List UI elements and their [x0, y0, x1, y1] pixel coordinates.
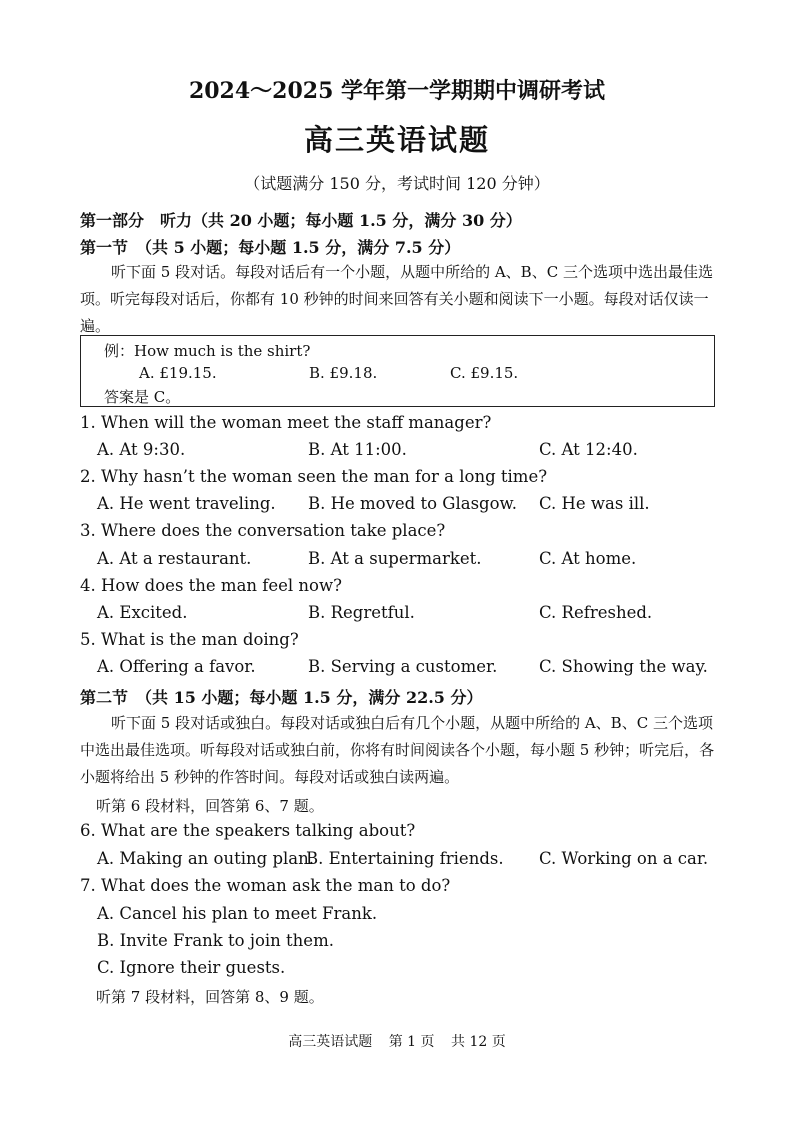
question-3: 3. Where does the conversation take place? — [80, 521, 446, 540]
part1-heading: 第一部分 听力（共 20 小题；每小题 1.5 分，满分 30 分） — [80, 211, 522, 230]
q4-option-c: C. Refreshed. — [539, 603, 653, 622]
q6-option-c: C. Working on a car. — [539, 849, 709, 868]
footer-label: 高三英语试题 — [288, 1034, 373, 1050]
q7-option-c: C. Ignore their guests. — [97, 958, 286, 977]
q1-option-a: A. At 9:30. — [97, 440, 186, 459]
q4-option-a: A. Excited. — [97, 603, 188, 622]
q2-option-a: A. He went traveling. — [97, 494, 276, 513]
example-option-b: B. £9.18. — [309, 364, 378, 382]
footer-page: 第 1 页 — [388, 1034, 435, 1050]
exam-info: （试题满分 150 分，考试时间 120 分钟） — [244, 174, 550, 193]
question-1: 1. When will the woman meet the staff manager? — [80, 413, 492, 432]
q6-option-a: A. Making an outing plan. — [97, 849, 315, 868]
q3-option-a: A. At a restaurant. — [97, 549, 252, 568]
page-footer — [0, 1031, 794, 1051]
material-7-note: 听第 7 段材料，回答第 8、9 题。 — [96, 988, 324, 1006]
exam-title: 2024～2025 学年第一学期期中调研考试 — [188, 78, 606, 104]
section1-heading: 第一节 （共 5 小题；每小题 1.5 分，满分 7.5 分） — [80, 238, 461, 257]
question-5: 5. What is the man doing? — [80, 630, 299, 649]
example-answer: 答案是 C。 — [104, 388, 181, 406]
footer-total: 共 12 页 — [451, 1034, 506, 1050]
q7-option-a: A. Cancel his plan to meet Frank. — [97, 904, 378, 923]
question-7: 7. What does the woman ask the man to do? — [80, 876, 451, 895]
example-question: 例：How much is the shirt? — [104, 342, 311, 360]
example-option-a: A. £19.15. — [139, 364, 217, 382]
q5-option-b: B. Serving a customer. — [308, 657, 498, 676]
question-4: 4. How does the man feel now? — [80, 576, 342, 595]
paper-title: 高三英语试题 — [303, 123, 490, 157]
q2-option-b: B. He moved to Glasgow. — [308, 494, 517, 513]
section1-instructions: 听下面 5 段对话。每段对话后有一个小题，从题中所给的 A、B、C 三个选项中选出最佳选项。听完每段对话后，你都有 10 秒钟的时间来回答有关小题和阅读下一小题。每段对话仅读一遍。 — [80, 263, 713, 335]
q3-option-b: B. At a supermarket. — [308, 549, 482, 568]
q5-option-a: A. Offering a favor. — [97, 657, 256, 676]
q7-option-b: B. Invite Frank to join them. — [97, 931, 334, 950]
section2-heading: 第二节 （共 15 小题；每小题 1.5 分，满分 22.5 分） — [80, 688, 483, 707]
q1-option-c: C. At 12:40. — [539, 440, 638, 459]
material-6-note: 听第 6 段材料，回答第 6、7 题。 — [96, 797, 324, 815]
question-2: 2. Why hasn’t the woman seen the man for a long time? — [80, 467, 548, 486]
q2-option-c: C. He was ill. — [539, 494, 650, 513]
question-6: 6. What are the speakers talking about? — [80, 821, 416, 840]
q4-option-b: B. Regretful. — [308, 603, 415, 622]
q6-option-b: B. Entertaining friends. — [306, 849, 504, 868]
q1-option-b: B. At 11:00. — [308, 440, 407, 459]
q5-option-c: C. Showing the way. — [539, 657, 708, 676]
section2-instructions: 听下面 5 段对话或独白。每段对话或独白后有几个小题，从题中所给的 A、B、C 三个选项中选出最佳选项。听每段对话或独白前，你将有时间阅读各个小题，每小题 5 秒钟；听完后，各小题将给出 5 秒钟的作答时间。每段对话或独白读两遍。 — [80, 714, 715, 786]
example-option-c: C. £9.15. — [450, 364, 519, 382]
q3-option-c: C. At home. — [539, 549, 637, 568]
